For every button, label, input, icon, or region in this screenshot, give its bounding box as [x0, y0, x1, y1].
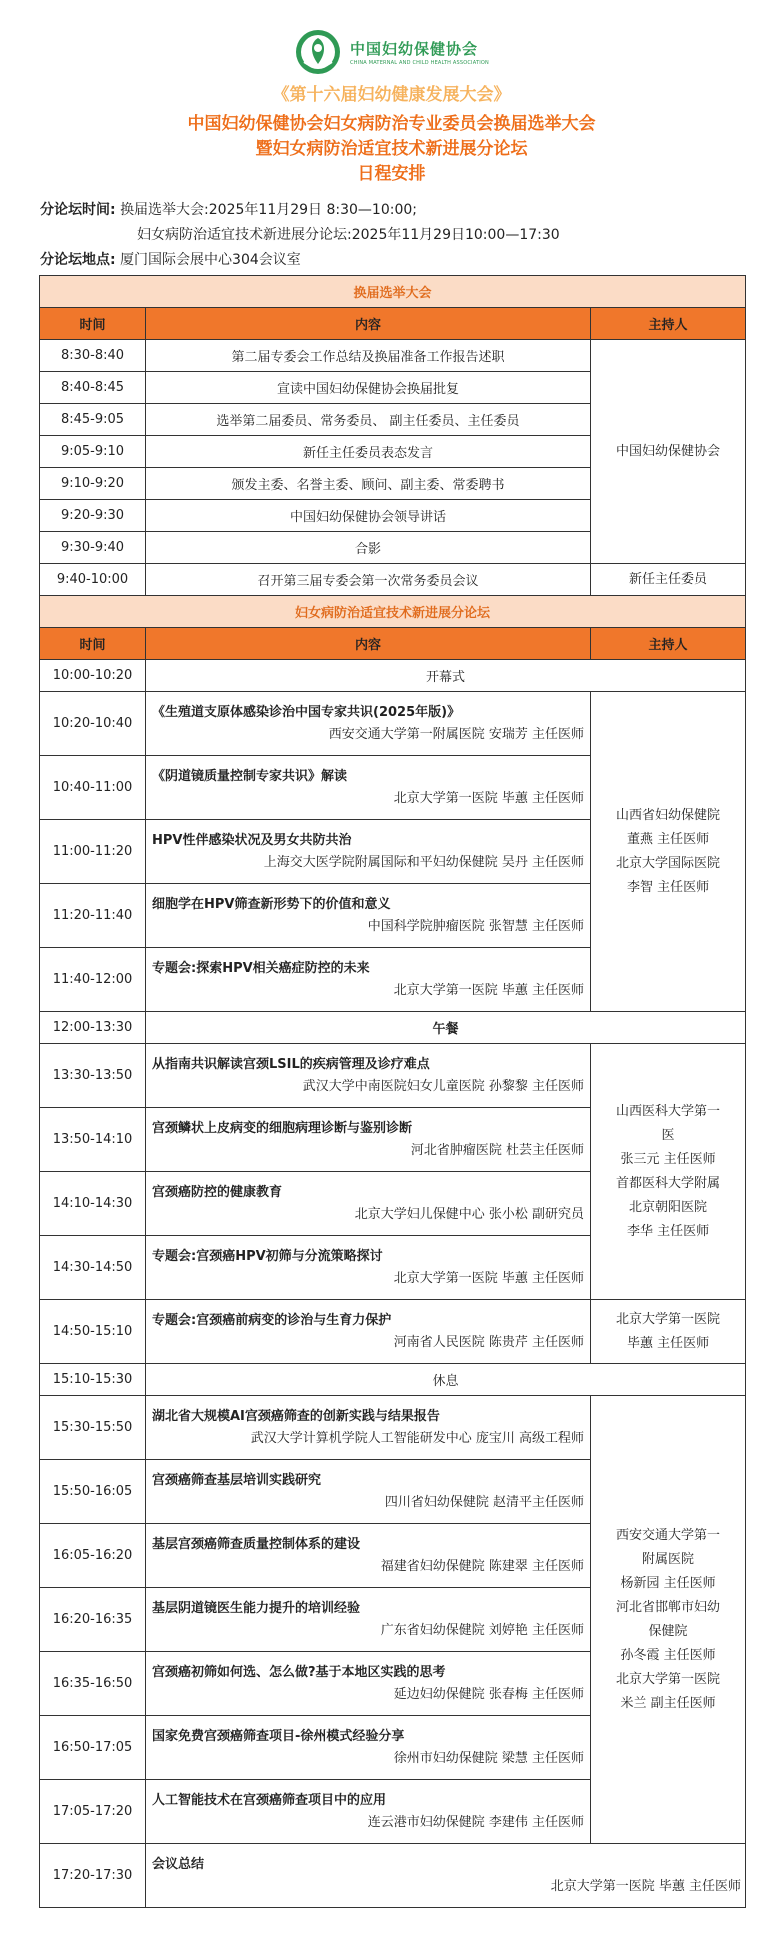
host-line: 附属医院	[642, 1551, 695, 1567]
row-time: 16:35-16:50	[40, 1652, 146, 1716]
talk-cell	[146, 1236, 591, 1300]
host-line: 河北省邯郸市妇幼	[616, 1599, 721, 1615]
section-header	[40, 276, 746, 308]
row-time: 14:50-15:10	[40, 1300, 146, 1364]
row-time: 15:30-15:50	[40, 1396, 146, 1460]
row-content: 休息	[146, 1364, 746, 1396]
talk-speaker: 广东省妇幼保健院 刘婷艳 主任医师	[380, 1622, 584, 1638]
talk-title: 宫颈癌初筛如何选、怎么做?基于本地区实践的思考	[152, 1664, 446, 1680]
row-time: 17:05-17:20	[40, 1780, 146, 1844]
row-time: 11:20-11:40	[40, 884, 146, 948]
forum-venue-label: 分论坛地点:	[40, 252, 116, 268]
talk-speaker: 中国科学院肿瘤医院 张智慧 主任医师	[367, 918, 584, 934]
main-title: 中国妇幼保健协会妇女病防治专业委员会换届选举大会	[187, 114, 596, 134]
forum-time-2: 妇女病防治适宜技术新进展分论坛:2025年11月29日10:00—17:30	[137, 227, 560, 243]
row-time: 13:50-14:10	[40, 1108, 146, 1172]
talk-speaker: 北京大学第一医院 毕蕙 主任医师	[393, 790, 584, 806]
talk-cell	[146, 1460, 591, 1524]
host-line: 山西省妇幼保健院	[616, 807, 721, 823]
talk-cell	[146, 1108, 591, 1172]
host-cell	[591, 1396, 746, 1844]
sub-title: 暨妇女病防治适宜技术新进展分论坛	[255, 139, 528, 159]
row-content: 宣读中国妇幼保健协会换届批复	[146, 372, 591, 404]
row-time: 10:00-10:20	[40, 660, 146, 692]
talk-cell	[146, 948, 591, 1012]
talk-speaker: 徐州市妇幼保健院 梁慧 主任医师	[393, 1750, 584, 1766]
talk-title: 宫颈癌防控的健康教育	[152, 1184, 283, 1200]
host-line: 李智 主任医师	[626, 879, 710, 895]
row-time: 11:00-11:20	[40, 820, 146, 884]
table-row	[40, 1300, 746, 1364]
talk-cell	[146, 1780, 591, 1844]
host-line: 张三元 主任医师	[620, 1151, 716, 1167]
host-cell: 新任主任委员	[591, 564, 746, 596]
row-time: 8:45-9:05	[40, 404, 146, 436]
row-time: 15:10-15:30	[40, 1364, 146, 1396]
talk-title: 宫颈鳞状上皮病变的细胞病理诊断与鉴别诊断	[152, 1120, 413, 1136]
talk-speaker: 北京大学妇儿保健中心 张小松 副研究员	[354, 1206, 584, 1222]
host-line: 北京大学国际医院	[616, 855, 721, 871]
row-time: 12:00-13:30	[40, 1012, 146, 1044]
talk-title: 基层阴道镜医生能力提升的培训经验	[152, 1600, 361, 1616]
section-header	[40, 596, 746, 628]
talk-speaker: 北京大学第一医院 毕蕙 主任医师	[393, 982, 584, 998]
talk-title: 会议总结	[152, 1856, 205, 1872]
talk-title: 宫颈癌筛查基层培训实践研究	[152, 1472, 322, 1488]
host-line: 北京大学第一医院	[616, 1311, 721, 1327]
row-time: 8:40-8:45	[40, 372, 146, 404]
row-time: 8:30-8:40	[40, 340, 146, 372]
table-row	[40, 564, 746, 596]
org-name-cn: 中国妇幼保健协会	[350, 40, 479, 58]
talk-cell	[146, 1044, 591, 1108]
section2-title: 妇女病防治适宜技术新进展分论坛	[40, 596, 746, 628]
host-cell	[591, 1300, 746, 1364]
talk-title: HPV性伴感染状况及男女共防共治	[152, 832, 352, 848]
forum-venue-line	[40, 249, 301, 269]
host-line: 北京朝阳医院	[629, 1199, 708, 1215]
talk-title: 专题会:探索HPV相关癌症防控的未来	[152, 960, 370, 976]
host-line: 孙冬霞 主任医师	[620, 1647, 716, 1663]
host-cell	[591, 1044, 746, 1300]
schedule-table	[39, 275, 746, 1908]
talk-cell	[146, 1172, 591, 1236]
col-host: 主持人	[591, 308, 746, 340]
row-time: 9:30-9:40	[40, 532, 146, 564]
col-time: 时间	[40, 308, 146, 340]
forum-time-line	[40, 199, 417, 219]
talk-title: 湖北省大规模AI宫颈癌筛查的创新实践与结果报告	[152, 1408, 440, 1424]
column-header-row	[40, 308, 746, 340]
talk-title: 细胞学在HPV筛查新形势下的价值和意义	[152, 896, 391, 912]
talk-speaker: 四川省妇幼保健院 赵清平主任医师	[384, 1494, 584, 1510]
talk-cell	[146, 820, 591, 884]
talk-speaker: 西安交通大学第一附属医院 安瑞芳 主任医师	[328, 726, 584, 742]
col-time: 时间	[40, 628, 146, 660]
talk-speaker: 武汉大学中南医院妇女儿童医院 孙黎黎 主任医师	[302, 1078, 584, 1094]
forum-venue: 厦门国际会展中心304会议室	[120, 252, 301, 268]
schedule-title: 日程安排	[357, 164, 426, 184]
closing-cell	[146, 1844, 746, 1908]
row-time: 14:30-14:50	[40, 1236, 146, 1300]
talk-speaker: 延边妇幼保健院 张春梅 主任医师	[393, 1686, 584, 1702]
talk-cell	[146, 756, 591, 820]
talk-speaker: 河南省人民医院 陈贵芹 主任医师	[393, 1334, 584, 1350]
host-line: 毕蕙 主任医师	[626, 1335, 710, 1351]
row-content: 中国妇幼保健协会领导讲话	[146, 500, 591, 532]
forum-time-label: 分论坛时间:	[40, 202, 116, 218]
talk-title: 《生殖道支原体感染诊治中国专家共识(2025年版)》	[152, 704, 461, 720]
talk-title: 国家免费宫颈癌筛查项目-徐州模式经验分享	[152, 1728, 405, 1744]
row-content: 召开第三届专委会第一次常务委员会议	[146, 564, 591, 596]
host-line: 米兰 副主任医师	[620, 1695, 716, 1711]
talk-speaker: 武汉大学计算机学院人工智能研发中心 庞宝川 高级工程师	[250, 1430, 584, 1446]
row-content: 午餐	[146, 1012, 746, 1044]
row-time: 9:10-9:20	[40, 468, 146, 500]
talk-cell	[146, 1588, 591, 1652]
row-time: 16:20-16:35	[40, 1588, 146, 1652]
col-content: 内容	[146, 308, 591, 340]
host-line: 杨新园 主任医师	[620, 1575, 716, 1591]
table-row	[40, 1364, 746, 1396]
logo	[0, 28, 783, 76]
series-title: 《第十六届妇幼健康发展大会》	[272, 85, 511, 105]
talk-cell	[146, 1524, 591, 1588]
org-name-en: CHINA MATERNAL AND CHILD HEALTH ASSOCIATION	[350, 60, 489, 66]
host-line: 李华 主任医师	[626, 1223, 710, 1239]
association-emblem-icon	[294, 28, 342, 76]
host-line: 董燕 主任医师	[626, 831, 710, 847]
talk-cell	[146, 1716, 591, 1780]
talk-title: 《阴道镜质量控制专家共识》解读	[152, 768, 348, 784]
row-time: 11:40-12:00	[40, 948, 146, 1012]
host-line: 西安交通大学第一	[616, 1527, 721, 1543]
table-row	[40, 660, 746, 692]
table-row	[40, 1012, 746, 1044]
talk-title: 从指南共识解读宫颈LSIL的疾病管理及诊疗难点	[152, 1056, 430, 1072]
host-line: 保健院	[648, 1623, 688, 1639]
talk-title: 专题会:宫颈癌前病变的诊治与生育力保护	[152, 1312, 392, 1328]
row-time: 14:10-14:30	[40, 1172, 146, 1236]
talk-speaker: 北京大学第一医院 毕蕙 主任医师	[393, 1270, 584, 1286]
row-content: 颁发主委、名誉主委、顾问、副主委、常委聘书	[146, 468, 591, 500]
row-content: 新任主任委员表态发言	[146, 436, 591, 468]
talk-cell	[146, 1300, 591, 1364]
talk-cell	[146, 1652, 591, 1716]
talk-speaker: 连云港市妇幼保健院 李建伟 主任医师	[367, 1814, 584, 1830]
host-line: 山西医科大学第一	[616, 1103, 721, 1119]
table-row	[40, 1396, 746, 1460]
row-time: 16:50-17:05	[40, 1716, 146, 1780]
col-content: 内容	[146, 628, 591, 660]
row-time: 16:05-16:20	[40, 1524, 146, 1588]
row-time: 15:50-16:05	[40, 1460, 146, 1524]
talk-title: 专题会:宫颈癌HPV初筛与分流策略探讨	[152, 1248, 383, 1264]
talk-cell	[146, 1396, 591, 1460]
forum-time-1: 换届选举大会:2025年11月29日 8:30—10:00;	[120, 202, 417, 218]
host-cell: 中国妇幼保健协会	[591, 340, 746, 564]
table-row	[40, 1844, 746, 1908]
talk-cell	[146, 884, 591, 948]
host-line: 北京大学第一医院	[616, 1671, 721, 1687]
talk-title: 基层宫颈癌筛查质量控制体系的建设	[152, 1536, 361, 1552]
table-row	[40, 1044, 746, 1108]
row-content: 合影	[146, 532, 591, 564]
talk-cell	[146, 692, 591, 756]
table-row	[40, 692, 746, 756]
row-time: 9:05-9:10	[40, 436, 146, 468]
talk-speaker: 北京大学第一医院 毕蕙 主任医师	[550, 1878, 742, 1894]
col-host: 主持人	[591, 628, 746, 660]
host-line: 医	[661, 1127, 675, 1143]
table-row	[40, 340, 746, 372]
talk-title: 人工智能技术在宫颈癌筛查项目中的应用	[152, 1792, 387, 1808]
talk-speaker: 上海交大医学院附属国际和平妇幼保健院 吴丹 主任医师	[263, 854, 584, 870]
row-content: 第二届专委会工作总结及换届准备工作报告述职	[146, 340, 591, 372]
column-header-row	[40, 628, 746, 660]
row-time: 9:20-9:30	[40, 500, 146, 532]
host-line: 首都医科大学附属	[616, 1175, 721, 1191]
row-time: 10:20-10:40	[40, 692, 146, 756]
row-time: 17:20-17:30	[40, 1844, 146, 1908]
row-time: 13:30-13:50	[40, 1044, 146, 1108]
row-content: 开幕式	[146, 660, 746, 692]
talk-speaker: 河北省肿瘤医院 杜芸主任医师	[410, 1142, 584, 1158]
host-cell	[591, 692, 746, 1012]
talk-speaker: 福建省妇幼保健院 陈建翠 主任医师	[380, 1558, 584, 1574]
row-time: 10:40-11:00	[40, 756, 146, 820]
row-time: 9:40-10:00	[40, 564, 146, 596]
section1-title: 换届选举大会	[40, 276, 746, 308]
row-content: 选举第二届委员、常务委员、 副主任委员、主任委员	[146, 404, 591, 436]
